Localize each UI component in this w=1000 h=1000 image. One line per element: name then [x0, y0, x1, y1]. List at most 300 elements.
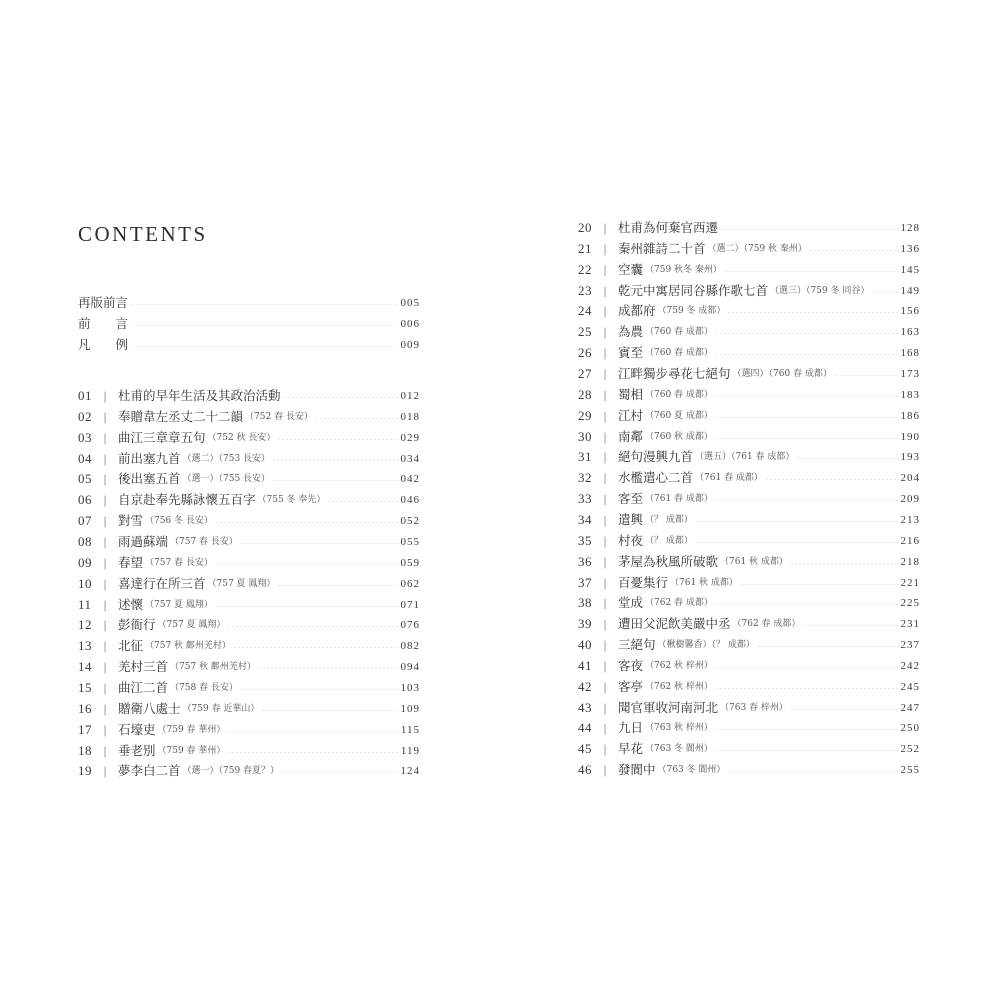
dot-leader	[215, 564, 399, 565]
toc-entry-note: （？ 成都）	[645, 535, 693, 546]
toc-entry-title: 賓至	[618, 345, 644, 361]
separator-bar: |	[103, 764, 107, 779]
toc-entry-title: 杜甫的早年生活及其政治活動	[118, 388, 281, 403]
toc-page-number: 059	[400, 556, 420, 569]
toc-entry-note: （762 春 成都）	[645, 598, 713, 609]
toc-entry-title: 九日	[618, 720, 644, 736]
toc-entry[interactable]	[78, 657, 420, 677]
toc-page-number: 136	[900, 242, 920, 255]
toc-entry[interactable]	[578, 281, 920, 301]
separator-bar: |	[103, 514, 107, 529]
toc-entry-note: （選一）（759 春夏？）	[182, 766, 280, 777]
toc-entry-title: 客至	[618, 491, 644, 507]
separator-bar: |	[603, 596, 607, 611]
toc-page-number: 242	[900, 659, 920, 672]
toc-page-number: 115	[400, 723, 420, 736]
separator-bar: |	[603, 367, 607, 381]
toc-entry-title: 述懷	[118, 596, 144, 612]
separator-bar: |	[603, 533, 607, 548]
toc-page-number: 183	[900, 388, 920, 401]
toc-entry-note: （760 秋 成都）	[645, 431, 713, 442]
separator-bar: |	[603, 471, 607, 486]
toc-entry-number: 26	[578, 345, 592, 361]
dot-leader	[715, 333, 899, 334]
toc-page-number: 076	[400, 619, 420, 632]
separator-bar: |	[603, 283, 607, 298]
toc-entry-note: （選二）（753 長安）	[182, 453, 271, 464]
dot-leader	[715, 354, 899, 355]
toc-entry-number: 46	[578, 762, 592, 778]
toc-entry-number: 29	[578, 407, 592, 423]
toc-entry-number: 09	[78, 554, 92, 570]
dot-leader	[715, 688, 899, 689]
toc-entry-number: 06	[78, 492, 92, 508]
toc-entry-number: 03	[78, 429, 92, 445]
toc-entry-title: 乾元中寓居同谷縣作歌七首	[618, 282, 769, 298]
toc-entry-number: 41	[578, 657, 592, 673]
toc-entry-number: 04	[78, 450, 92, 466]
toc-entry-note: （759 秋冬 秦州）	[645, 264, 722, 275]
toc-page-number: 163	[900, 326, 920, 339]
page-title: CONTENTS	[78, 222, 208, 246]
dot-leader	[315, 418, 399, 419]
toc-page-number: 156	[900, 305, 920, 318]
separator-bar: |	[603, 304, 607, 319]
toc-entry-note: （763 冬 閬州）	[657, 765, 726, 776]
toc-front-matter-item[interactable]	[78, 335, 420, 355]
toc-page-number: 094	[400, 661, 420, 673]
toc-page-number: 247	[900, 701, 920, 714]
dot-leader	[277, 585, 398, 586]
toc-entry-note: （757 夏 鳳翔）	[207, 578, 276, 589]
toc-entry-number: 36	[578, 553, 592, 569]
toc-entry-note: （761 春 成都）	[695, 473, 763, 484]
separator-bar: |	[603, 450, 607, 465]
separator-bar: |	[103, 493, 107, 508]
toc-entry-title: 後出塞五首	[118, 471, 181, 487]
toc-entry-title: 南鄰	[618, 428, 644, 444]
toc-entry-number: 02	[78, 408, 92, 424]
toc-entry-number: 42	[578, 678, 592, 694]
separator-bar: |	[603, 492, 607, 507]
toc-entry-number: 14	[78, 659, 92, 674]
toc-entry-title: 贈衛八處士	[118, 700, 181, 716]
toc-entry-number: 01	[78, 388, 92, 403]
toc-page-number: 213	[900, 513, 920, 526]
dot-leader	[261, 710, 398, 711]
toc-entry-title: 曲江三章章五句	[118, 429, 206, 445]
toc-entry-title: 彭衙行	[118, 617, 156, 633]
toc-entry[interactable]	[578, 468, 920, 488]
toc-entry[interactable]	[78, 428, 420, 448]
toc-entry-note: （763 秋 梓州）	[645, 723, 713, 734]
toc-entry-note: （760 春 成都）	[645, 389, 713, 400]
toc-page-number: 237	[900, 639, 920, 651]
toc-entry-note: （760 夏 成都）	[645, 410, 713, 421]
toc-page-number: 252	[900, 743, 920, 756]
separator-bar: |	[103, 680, 107, 695]
toc-page-number: 128	[900, 222, 920, 234]
toc-entry-title-char: 例	[115, 337, 128, 352]
toc-entry[interactable]	[578, 531, 920, 551]
toc-entry-title: 堂成	[618, 595, 644, 611]
toc-entry[interactable]	[78, 741, 420, 761]
toc-entry-note: （？ 成都）	[645, 514, 693, 525]
toc-entry-number: 39	[578, 616, 592, 632]
toc-entry-number: 08	[78, 534, 92, 549]
dot-leader	[233, 647, 399, 648]
toc-entry-title: 發閬中	[618, 762, 656, 778]
toc-entry[interactable]	[78, 720, 420, 740]
toc-entry-number: 21	[578, 240, 592, 256]
toc-entry[interactable]	[578, 301, 920, 321]
toc-page-number: 012	[400, 390, 420, 402]
toc-entry-title: 自京赴奉先縣詠懷五百字	[118, 492, 256, 508]
dot-leader	[227, 752, 398, 753]
toc-entry-title: 茅屋為秋風所破歌	[618, 553, 719, 569]
toc-entry[interactable]	[578, 218, 920, 238]
toc-entry[interactable]	[578, 510, 920, 530]
dot-leader	[272, 480, 398, 481]
toc-entry-title-char: 言	[115, 316, 128, 331]
dot-leader	[715, 438, 899, 439]
separator-bar: |	[103, 722, 107, 737]
dot-leader	[727, 771, 898, 772]
toc-entry-note: （選一）（755 長安）	[182, 474, 271, 485]
toc-entry[interactable]	[578, 343, 920, 363]
toc-page-number: 018	[400, 410, 420, 423]
toc-entry[interactable]	[78, 553, 420, 573]
toc-page-number: 231	[900, 618, 920, 631]
toc-entry-title: 江畔獨步尋花七絕句	[618, 366, 731, 381]
toc-entry-title: 曲江二首	[118, 679, 169, 695]
dot-leader	[715, 417, 899, 418]
toc-entry[interactable]	[78, 678, 420, 698]
separator-bar: |	[603, 325, 607, 340]
toc-page-number: 221	[900, 576, 920, 589]
separator-bar: |	[603, 679, 607, 694]
dot-leader	[871, 292, 898, 293]
separator-bar: |	[103, 430, 107, 445]
toc-entry-title: 羌村三首	[118, 659, 169, 674]
toc-entry[interactable]	[578, 677, 920, 697]
separator-bar: |	[603, 408, 607, 423]
toc-entry-note: （757 夏 鳳翔）	[157, 620, 226, 631]
toc-entry[interactable]	[578, 489, 920, 509]
toc-entry-title: 絕句漫興九首	[618, 449, 694, 465]
toc-entry-title: 客夜	[618, 657, 644, 673]
toc-entry[interactable]	[578, 635, 920, 655]
dot-leader	[695, 542, 899, 543]
toc-page-number: 006	[400, 318, 420, 330]
toc-entry-note: （761 春 成都）	[645, 494, 713, 505]
dot-leader	[715, 667, 899, 668]
toc-entry-title: 雨過蘇端	[118, 534, 169, 549]
toc-page-number: 145	[900, 263, 920, 276]
toc-page-number: 124	[400, 765, 420, 778]
dot-leader	[227, 731, 398, 732]
toc-entry-note: （757 春 長安）	[145, 557, 213, 568]
separator-bar: |	[603, 387, 607, 402]
toc-entry-number: 23	[578, 282, 592, 298]
toc-entry-note: （757 春 長安）	[170, 537, 238, 547]
separator-bar: |	[103, 618, 107, 633]
dot-leader	[277, 439, 398, 440]
toc-entry-number: 05	[78, 471, 92, 487]
toc-entry[interactable]	[78, 469, 420, 489]
toc-entry-note: （759 春 華州）	[157, 745, 226, 756]
toc-page-number: 055	[400, 536, 420, 548]
dot-leader	[757, 646, 899, 647]
toc-page-number: 173	[900, 368, 920, 380]
toc-entry-number: 07	[78, 513, 92, 529]
toc-entry-number: 24	[578, 303, 592, 319]
toc-entry-number: 18	[78, 742, 92, 758]
dot-leader	[227, 626, 398, 627]
toc-page-number: 225	[900, 597, 920, 610]
dot-leader	[281, 772, 398, 773]
toc-entry-title: 喜達行在所三首	[118, 575, 206, 591]
separator-bar: |	[103, 409, 107, 424]
toc-entry[interactable]	[578, 573, 920, 593]
toc-entry-note: （763 春 梓州）	[720, 702, 788, 713]
toc-page-number: 204	[900, 472, 920, 485]
toc-entry[interactable]	[578, 698, 920, 718]
separator-bar: |	[103, 639, 107, 654]
toc-entry[interactable]	[578, 739, 920, 759]
toc-page-number: 062	[400, 577, 420, 590]
separator-bar: |	[603, 575, 607, 590]
toc-entry-title: 垂老別	[118, 742, 156, 758]
toc-entry-note: （763 冬 閬州）	[645, 744, 713, 755]
separator-bar: |	[603, 554, 607, 569]
toc-entry-title: 水檻遣心二首	[618, 470, 694, 486]
separator-bar: |	[103, 576, 107, 591]
toc-entry-note: （選二）（759 秋 秦州）	[707, 243, 807, 254]
separator-bar: |	[603, 346, 607, 361]
toc-entry-number: 17	[78, 721, 92, 737]
toc-entry[interactable]	[78, 636, 420, 656]
toc-entry-title: 江村	[618, 407, 644, 423]
toc-entry[interactable]	[578, 656, 920, 676]
toc-entry[interactable]	[78, 449, 420, 469]
toc-entry-note: （755 冬 奉先）	[257, 495, 326, 506]
toc-page-number: 071	[400, 598, 420, 611]
toc-entry[interactable]	[578, 760, 920, 780]
dot-leader	[715, 604, 899, 605]
toc-entry-title: 遭田父泥飲美嚴中丞	[618, 616, 731, 632]
toc-page-number: 218	[900, 555, 920, 568]
toc-entry-number: 15	[78, 679, 92, 695]
toc-entry[interactable]	[578, 552, 920, 572]
separator-bar: |	[603, 241, 607, 256]
toc-entry[interactable]	[578, 385, 920, 405]
toc-entry-note: （762 秋 梓州）	[645, 660, 713, 671]
separator-bar: |	[103, 660, 107, 674]
toc-entry-note: （759 春 華州）	[157, 724, 226, 735]
toc-entry-title: 遣興	[618, 511, 644, 527]
separator-bar: |	[603, 721, 607, 736]
dot-leader	[215, 522, 399, 523]
toc-entry[interactable]	[578, 322, 920, 342]
toc-entry-title: 北征	[118, 638, 144, 654]
toc-entry-note: （752 春 長安）	[245, 411, 313, 422]
toc-entry-number: 38	[578, 595, 592, 611]
dot-leader	[258, 668, 399, 669]
toc-entry[interactable]	[578, 260, 920, 280]
toc-entry-number: 20	[578, 220, 592, 235]
dot-leader	[240, 689, 399, 690]
dot-leader	[834, 375, 899, 376]
toc-entry[interactable]	[578, 614, 920, 634]
toc-entry-number: 37	[578, 574, 592, 590]
separator-bar: |	[103, 535, 107, 549]
toc-page-number: 190	[900, 430, 920, 443]
dot-leader	[130, 346, 399, 347]
toc-entry-title: 前出塞九首	[118, 450, 181, 466]
toc-entry[interactable]	[578, 447, 920, 467]
dot-leader	[715, 750, 899, 751]
toc-entry-title	[78, 314, 128, 334]
toc-entry[interactable]	[78, 615, 420, 635]
dot-leader	[809, 250, 899, 251]
toc-entry-title: 為農	[618, 324, 644, 340]
dot-leader	[727, 312, 898, 313]
toc-entry-title: 奉贈韋左丞丈二十二韻	[118, 408, 244, 424]
toc-page-number: 052	[400, 515, 420, 528]
toc-entry[interactable]	[578, 406, 920, 426]
toc-entry-note: （762 秋 梓州）	[645, 681, 713, 692]
toc-entry-number: 11	[78, 596, 92, 612]
toc-page-number: 103	[400, 681, 420, 694]
toc-page-number: 082	[400, 640, 420, 653]
toc-entry-title: 再版前言	[78, 295, 129, 310]
toc-entry-note: （760 春 成都）	[645, 327, 713, 338]
toc-entry-number: 40	[578, 637, 592, 652]
toc-front-matter-item[interactable]	[78, 293, 420, 313]
separator-bar: |	[603, 700, 607, 715]
toc-entry[interactable]	[78, 386, 420, 406]
toc-entry[interactable]	[78, 532, 420, 552]
toc-page-number: 034	[400, 452, 420, 465]
toc-entry-note: （759 春 近華山）	[182, 703, 260, 714]
separator-bar: |	[603, 763, 607, 778]
toc-entry-note: （選三）（759 冬 同谷）	[770, 285, 870, 296]
toc-entry-number: 33	[578, 491, 592, 507]
separator-bar: |	[603, 429, 607, 444]
toc-entry-title: 村夜	[618, 532, 644, 548]
toc-entry[interactable]	[578, 718, 920, 738]
toc-entry-number: 12	[78, 617, 92, 633]
toc-page-number: 245	[900, 680, 920, 693]
toc-page-number: 029	[400, 431, 420, 444]
toc-entry[interactable]	[78, 407, 420, 427]
toc-entry[interactable]	[78, 595, 420, 615]
toc-page-number: 119	[400, 744, 420, 757]
dot-leader	[802, 625, 898, 626]
separator-bar: |	[603, 638, 607, 652]
toc-entry-note: （761 秋 成都）	[670, 577, 738, 588]
toc-front-matter-item[interactable]	[78, 314, 420, 334]
toc-entry[interactable]	[78, 699, 420, 719]
toc-entry-note: （選四）（760 春 成都）	[732, 369, 832, 379]
dot-leader	[240, 543, 399, 544]
toc-entry-number: 25	[578, 324, 592, 340]
toc-page-number: 009	[400, 339, 420, 351]
toc-entry-title: 石壕吏	[118, 721, 156, 737]
dot-leader	[790, 709, 899, 710]
toc-entry-note: （759 冬 成都）	[657, 306, 726, 317]
toc-entry-number: 35	[578, 532, 592, 548]
toc-entry-note: （760 春 成都）	[645, 348, 713, 359]
toc-page-number: 005	[400, 297, 420, 309]
toc-entry[interactable]	[78, 761, 420, 781]
toc-entry[interactable]	[578, 364, 920, 384]
dot-leader	[720, 229, 898, 230]
toc-entry-title-char: 前	[78, 316, 91, 331]
toc-entry-number: 32	[578, 470, 592, 486]
dot-leader	[327, 501, 398, 502]
dot-leader	[283, 397, 399, 398]
dot-leader	[130, 304, 398, 305]
toc-entry-title: 聞官軍收河南河北	[618, 699, 719, 715]
dot-leader	[215, 606, 399, 607]
toc-entry-title: 空囊	[618, 261, 644, 277]
toc-entry-title: 百憂集行	[618, 574, 669, 590]
toc-entry-number: 22	[578, 261, 592, 277]
toc-entry[interactable]	[578, 593, 920, 613]
toc-page-number: 209	[900, 493, 920, 506]
toc-entry-title: 蜀相	[618, 386, 644, 402]
toc-page-number: 216	[900, 534, 920, 547]
separator-bar: |	[103, 743, 107, 758]
separator-bar: |	[103, 597, 107, 612]
toc-entry[interactable]	[578, 239, 920, 259]
toc-entry-title: 春望	[118, 554, 144, 570]
toc-entry-title: 三絕句	[618, 637, 656, 652]
toc-entry-note: （757 秋 鄜州羌村）	[145, 641, 231, 652]
toc-entry-note: （757 秋 鄜州羌村）	[170, 662, 256, 672]
toc-entry[interactable]	[578, 427, 920, 447]
toc-entry-title: 夢李白二首	[118, 763, 181, 779]
separator-bar: |	[603, 221, 607, 235]
dot-leader	[715, 500, 899, 501]
toc-page-number: 042	[400, 473, 420, 486]
toc-entry-title	[78, 335, 128, 355]
toc-entry-number: 31	[578, 449, 592, 465]
toc-entry-number: 19	[78, 763, 92, 779]
toc-entry-number: 16	[78, 700, 92, 716]
dot-leader	[695, 521, 899, 522]
dot-leader	[796, 458, 898, 459]
separator-bar: |	[103, 555, 107, 570]
toc-entry[interactable]	[78, 490, 420, 510]
toc-entry[interactable]	[78, 511, 420, 531]
separator-bar: |	[103, 472, 107, 487]
toc-entry[interactable]	[78, 574, 420, 594]
toc-page-number: 149	[900, 284, 920, 297]
separator-bar: |	[603, 512, 607, 527]
toc-entry-number: 45	[578, 741, 592, 757]
separator-bar: |	[103, 389, 107, 403]
toc-entry-number: 13	[78, 638, 92, 654]
toc-entry-number: 27	[578, 366, 592, 381]
toc-entry-title: 杜甫為何棄官西遷	[618, 220, 719, 235]
dot-leader	[765, 479, 899, 480]
toc-entry-title: 成都府	[618, 303, 656, 319]
toc-entry-number: 34	[578, 511, 592, 527]
toc-page-number: 255	[900, 764, 920, 777]
